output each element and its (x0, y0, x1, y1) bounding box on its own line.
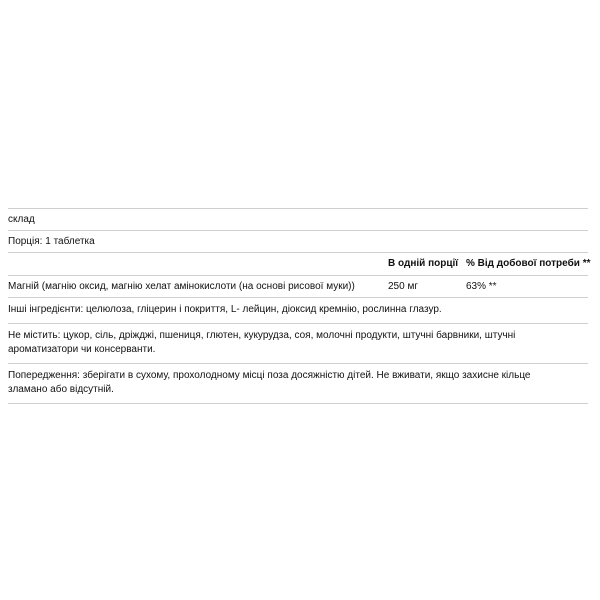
table-row (8, 276, 588, 297)
nutrient-daily-value: 63% ** (466, 281, 497, 292)
warning-statement: Попередження: зберігати в сухому, прохолодному місці поза досяжністю дітей. Не вживати, якщо захисне кільце зламано або відсутній. (8, 370, 531, 395)
other-ingredients: Інші інгредієнти: целюлоза, гліцерин і покриття, L- лейцин, діоксид кремнію, рослинна глазур. (8, 304, 442, 315)
composition-title (8, 209, 588, 230)
supplement-facts-panel (8, 208, 591, 404)
serving-size (8, 231, 588, 252)
nutrient-amount: 250 мг (388, 281, 418, 292)
serving-size-text: Порція: 1 таблетка (8, 236, 95, 247)
divider (8, 403, 588, 404)
table-header-per-serving: В одній порції (388, 258, 459, 269)
nutrient-name: Магній (магнію оксид, магнію хелат амінокислоти (на основі рисової муки)) (8, 281, 355, 292)
free-from-statement: Не містить: цукор, сіль, дріжджі, пшениця, глютен, кукурудза, соя, молочні продукти, штучні барвники, штучні ароматизатори чи консерванти. (8, 330, 516, 355)
table-header (8, 253, 591, 275)
composition-title-text: склад (8, 214, 35, 225)
table-header-daily-value: % Від добової потреби ** (466, 258, 591, 269)
